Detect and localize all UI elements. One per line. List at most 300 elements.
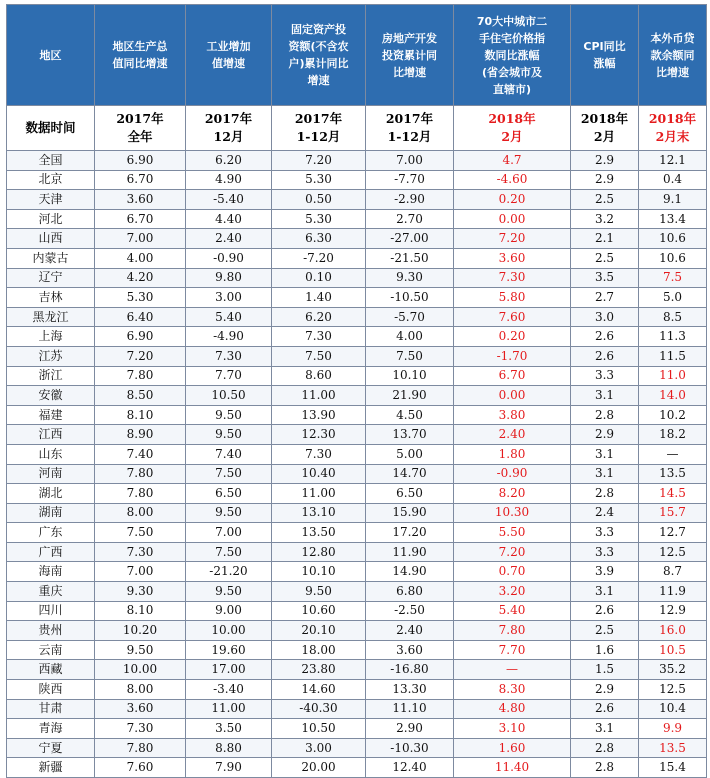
gdp-cell: 7.50 [95,523,186,543]
real-estate-cell: -10.30 [366,738,454,758]
data-period-row [7,106,707,151]
region-cell: 福建 [7,405,95,425]
industrial-cell: 2.40 [186,229,272,249]
region-cell: 河北 [7,209,95,229]
region-cell: 青海 [7,719,95,739]
industrial-cell: 3.00 [186,288,272,308]
loan-cell: 10.4 [639,699,707,719]
housing-price-cell: 1.80 [454,444,571,464]
housing-price-cell: 8.30 [454,680,571,700]
header-row [7,5,707,106]
gdp-cell: 3.60 [95,190,186,210]
housing-price-cell: 0.00 [454,386,571,406]
housing-price-cell: 4.7 [454,151,571,171]
gdp-cell: 4.00 [95,248,186,268]
real-estate-cell: 9.30 [366,268,454,288]
loan-cell: 13.4 [639,209,707,229]
real-estate-cell: -21.50 [366,248,454,268]
loan-cell: 14.5 [639,484,707,504]
cpi-cell: 3.3 [571,523,639,543]
real-estate-cell: 15.90 [366,503,454,523]
table-row [7,542,707,562]
cpi-cell: 3.2 [571,209,639,229]
gdp-cell: 8.50 [95,386,186,406]
loan-cell: 10.6 [639,229,707,249]
regional-economy-table-container [6,4,706,778]
housing-price-cell: 8.20 [454,484,571,504]
region-cell: 新疆 [7,758,95,778]
loan-cell: 5.0 [639,288,707,308]
region-cell: 山西 [7,229,95,249]
gdp-cell: 7.80 [95,464,186,484]
housing-price-cell: 0.20 [454,190,571,210]
industrial-cell: 7.40 [186,444,272,464]
loan-cell: 12.7 [639,523,707,543]
table-row [7,738,707,758]
industrial-cell: 4.90 [186,170,272,190]
loan-cell: 8.5 [639,307,707,327]
region-cell: 内蒙古 [7,248,95,268]
table-row [7,229,707,249]
real-estate-cell: 4.50 [366,405,454,425]
real-estate-cell: 11.10 [366,699,454,719]
fixed-asset-cell: 12.30 [272,425,366,445]
region-cell: 贵州 [7,621,95,641]
fixed-asset-cell: 6.30 [272,229,366,249]
real-estate-cell: -2.90 [366,190,454,210]
loan-cell: 11.9 [639,582,707,602]
gdp-cell: 10.20 [95,621,186,641]
header-region: 地区 [7,5,95,106]
table-row [7,425,707,445]
housing-price-cell: 7.20 [454,229,571,249]
housing-price-cell: 2.40 [454,425,571,445]
cpi-cell: 3.1 [571,386,639,406]
loan-cell: 12.9 [639,601,707,621]
fixed-asset-cell: 13.90 [272,405,366,425]
industrial-cell: 7.50 [186,464,272,484]
cpi-cell: 2.8 [571,758,639,778]
fixed-asset-cell: -7.20 [272,248,366,268]
cpi-cell: 2.6 [571,601,639,621]
cpi-cell: 2.1 [571,229,639,249]
industrial-cell: 7.50 [186,542,272,562]
fixed-asset-cell: 7.50 [272,346,366,366]
real-estate-cell: 2.90 [366,719,454,739]
cpi-cell: 3.1 [571,464,639,484]
region-cell: 江西 [7,425,95,445]
loan-cell: 13.5 [639,738,707,758]
industrial-cell: 7.90 [186,758,272,778]
real-estate-cell: 3.60 [366,640,454,660]
region-cell: 浙江 [7,366,95,386]
industrial-cell: 9.50 [186,503,272,523]
loan-cell: 12.1 [639,151,707,171]
housing-price-cell: 10.30 [454,503,571,523]
fixed-asset-cell: 8.60 [272,366,366,386]
region-cell: 山东 [7,444,95,464]
real-estate-cell: 2.70 [366,209,454,229]
cpi-cell: 3.5 [571,268,639,288]
fixed-asset-cell: 23.80 [272,660,366,680]
fixed-asset-cell: 10.40 [272,464,366,484]
gdp-cell: 7.80 [95,738,186,758]
table-row [7,503,707,523]
region-cell: 湖南 [7,503,95,523]
fixed-asset-cell: 13.10 [272,503,366,523]
housing-price-cell: 7.30 [454,268,571,288]
gdp-cell: 8.10 [95,405,186,425]
table-row [7,268,707,288]
fixed-asset-cell: 20.10 [272,621,366,641]
real-estate-cell: 11.90 [366,542,454,562]
table-body [7,106,707,778]
gdp-cell: 7.40 [95,444,186,464]
gdp-cell: 7.20 [95,346,186,366]
housing-price-cell: 7.60 [454,307,571,327]
period-real-estate: 2017年 1-12月 [366,106,454,151]
housing-price-cell: -1.70 [454,346,571,366]
region-cell: 辽宁 [7,268,95,288]
industrial-cell: 7.70 [186,366,272,386]
gdp-cell: 6.70 [95,209,186,229]
cpi-cell: 2.6 [571,327,639,347]
loan-cell: 14.0 [639,386,707,406]
table-row [7,366,707,386]
region-cell: 天津 [7,190,95,210]
industrial-cell: 10.50 [186,386,272,406]
table-row [7,386,707,406]
table-row [7,640,707,660]
loan-cell: — [639,444,707,464]
real-estate-cell: 6.80 [366,582,454,602]
fixed-asset-cell: 10.60 [272,601,366,621]
housing-price-cell: 3.80 [454,405,571,425]
industrial-cell: 9.80 [186,268,272,288]
gdp-cell: 4.20 [95,268,186,288]
fixed-asset-cell: 10.10 [272,562,366,582]
housing-price-cell: 7.80 [454,621,571,641]
table-row [7,444,707,464]
fixed-asset-cell: 11.00 [272,484,366,504]
table-row [7,523,707,543]
fixed-asset-cell: 0.10 [272,268,366,288]
industrial-cell: 11.00 [186,699,272,719]
table-row [7,248,707,268]
real-estate-cell: 5.00 [366,444,454,464]
region-cell: 上海 [7,327,95,347]
housing-price-cell: 4.80 [454,699,571,719]
gdp-cell: 3.60 [95,699,186,719]
housing-price-cell: 5.40 [454,601,571,621]
table-row [7,209,707,229]
cpi-cell: 2.9 [571,151,639,171]
fixed-asset-cell: 0.50 [272,190,366,210]
loan-cell: 10.5 [639,640,707,660]
fixed-asset-cell: 14.60 [272,680,366,700]
real-estate-cell: -7.70 [366,170,454,190]
gdp-cell: 7.60 [95,758,186,778]
header-real-estate-investment: 房地产开发 投资累计同 比增速 [366,5,454,106]
industrial-cell: 9.50 [186,405,272,425]
table-row [7,562,707,582]
header-industrial-growth: 工业增加 值增速 [186,5,272,106]
region-cell: 河南 [7,464,95,484]
real-estate-cell: 17.20 [366,523,454,543]
real-estate-cell: 10.10 [366,366,454,386]
fixed-asset-cell: 7.30 [272,327,366,347]
housing-price-cell: 3.60 [454,248,571,268]
gdp-cell: 6.70 [95,170,186,190]
housing-price-cell: 5.50 [454,523,571,543]
fixed-asset-cell: -40.30 [272,699,366,719]
region-cell: 全国 [7,151,95,171]
cpi-cell: 2.9 [571,425,639,445]
region-cell: 宁夏 [7,738,95,758]
fixed-asset-cell: 7.20 [272,151,366,171]
real-estate-cell: 7.00 [366,151,454,171]
real-estate-cell: 13.70 [366,425,454,445]
housing-price-cell: 0.00 [454,209,571,229]
loan-cell: 15.7 [639,503,707,523]
cpi-cell: 2.6 [571,699,639,719]
loan-cell: 35.2 [639,660,707,680]
loan-cell: 9.1 [639,190,707,210]
table-row [7,758,707,778]
period-label: 数据时间 [7,106,95,151]
loan-cell: 12.5 [639,542,707,562]
industrial-cell: -4.90 [186,327,272,347]
gdp-cell: 6.40 [95,307,186,327]
housing-price-cell: 0.70 [454,562,571,582]
period-fixed-asset: 2017年 1-12月 [272,106,366,151]
loan-cell: 8.7 [639,562,707,582]
housing-price-cell: -0.90 [454,464,571,484]
industrial-cell: 10.00 [186,621,272,641]
fixed-asset-cell: 10.50 [272,719,366,739]
cpi-cell: 2.5 [571,190,639,210]
real-estate-cell: 2.40 [366,621,454,641]
gdp-cell: 9.30 [95,582,186,602]
loan-cell: 12.5 [639,680,707,700]
real-estate-cell: -16.80 [366,660,454,680]
region-cell: 广西 [7,542,95,562]
loan-cell: 16.0 [639,621,707,641]
period-industrial: 2017年 12月 [186,106,272,151]
period-cpi: 2018年 2月 [571,106,639,151]
industrial-cell: -0.90 [186,248,272,268]
period-housing-price: 2018年 2月 [454,106,571,151]
housing-price-cell: -4.60 [454,170,571,190]
real-estate-cell: 13.30 [366,680,454,700]
loan-cell: 15.4 [639,758,707,778]
industrial-cell: 9.00 [186,601,272,621]
real-estate-cell: -10.50 [366,288,454,308]
loan-cell: 11.3 [639,327,707,347]
industrial-cell: 5.40 [186,307,272,327]
real-estate-cell: 14.90 [366,562,454,582]
gdp-cell: 8.00 [95,503,186,523]
industrial-cell: 7.30 [186,346,272,366]
gdp-cell: 7.00 [95,229,186,249]
gdp-cell: 7.30 [95,542,186,562]
gdp-cell: 10.00 [95,660,186,680]
period-loan: 2018年 2月末 [639,106,707,151]
industrial-cell: 3.50 [186,719,272,739]
gdp-cell: 7.80 [95,484,186,504]
fixed-asset-cell: 18.00 [272,640,366,660]
cpi-cell: 3.9 [571,562,639,582]
fixed-asset-cell: 13.50 [272,523,366,543]
housing-price-cell: 7.70 [454,640,571,660]
cpi-cell: 1.6 [571,640,639,660]
cpi-cell: 2.5 [571,621,639,641]
industrial-cell: 6.50 [186,484,272,504]
housing-price-cell: 3.10 [454,719,571,739]
cpi-cell: 3.1 [571,719,639,739]
industrial-cell: 6.20 [186,151,272,171]
table-row [7,719,707,739]
gdp-cell: 8.90 [95,425,186,445]
loan-cell: 10.2 [639,405,707,425]
region-cell: 广东 [7,523,95,543]
table-row [7,484,707,504]
header-cpi: CPI同比 涨幅 [571,5,639,106]
loan-cell: 18.2 [639,425,707,445]
table-row [7,621,707,641]
gdp-cell: 7.30 [95,719,186,739]
real-estate-cell: 12.40 [366,758,454,778]
table-row [7,699,707,719]
industrial-cell: 17.00 [186,660,272,680]
fixed-asset-cell: 5.30 [272,209,366,229]
loan-cell: 9.9 [639,719,707,739]
industrial-cell: -3.40 [186,680,272,700]
region-cell: 吉林 [7,288,95,308]
region-cell: 四川 [7,601,95,621]
industrial-cell: -21.20 [186,562,272,582]
industrial-cell: 8.80 [186,738,272,758]
table-row [7,601,707,621]
fixed-asset-cell: 3.00 [272,738,366,758]
cpi-cell: 2.6 [571,346,639,366]
housing-price-cell: 11.40 [454,758,571,778]
gdp-cell: 6.90 [95,327,186,347]
fixed-asset-cell: 6.20 [272,307,366,327]
table-row [7,151,707,171]
region-cell: 海南 [7,562,95,582]
industrial-cell: 9.50 [186,582,272,602]
regional-economy-table [6,4,707,778]
loan-cell: 0.4 [639,170,707,190]
period-gdp: 2017年 全年 [95,106,186,151]
real-estate-cell: 4.00 [366,327,454,347]
housing-price-cell: 0.20 [454,327,571,347]
cpi-cell: 2.5 [571,248,639,268]
loan-cell: 10.6 [639,248,707,268]
header-gdp-growth: 地区生产总 值同比增速 [95,5,186,106]
housing-price-cell: 1.60 [454,738,571,758]
header-loan-growth: 本外币贷 款余额同 比增速 [639,5,707,106]
cpi-cell: 2.9 [571,680,639,700]
cpi-cell: 2.8 [571,484,639,504]
table-row [7,190,707,210]
cpi-cell: 2.8 [571,405,639,425]
industrial-cell: 9.50 [186,425,272,445]
cpi-cell: 3.3 [571,542,639,562]
fixed-asset-cell: 9.50 [272,582,366,602]
region-cell: 江苏 [7,346,95,366]
real-estate-cell: -5.70 [366,307,454,327]
gdp-cell: 5.30 [95,288,186,308]
real-estate-cell: 21.90 [366,386,454,406]
cpi-cell: 2.8 [571,738,639,758]
region-cell: 重庆 [7,582,95,602]
region-cell: 安徽 [7,386,95,406]
gdp-cell: 9.50 [95,640,186,660]
real-estate-cell: 7.50 [366,346,454,366]
gdp-cell: 8.10 [95,601,186,621]
table-header [7,5,707,106]
table-row [7,405,707,425]
real-estate-cell: 6.50 [366,484,454,504]
industrial-cell: 7.00 [186,523,272,543]
region-cell: 黑龙江 [7,307,95,327]
region-cell: 甘肃 [7,699,95,719]
loan-cell: 7.5 [639,268,707,288]
table-row [7,660,707,680]
cpi-cell: 2.9 [571,170,639,190]
fixed-asset-cell: 5.30 [272,170,366,190]
gdp-cell: 7.00 [95,562,186,582]
loan-cell: 11.5 [639,346,707,366]
loan-cell: 11.0 [639,366,707,386]
housing-price-cell: 6.70 [454,366,571,386]
housing-price-cell: 7.20 [454,542,571,562]
real-estate-cell: 14.70 [366,464,454,484]
region-cell: 北京 [7,170,95,190]
table-row [7,582,707,602]
cpi-cell: 3.1 [571,582,639,602]
header-fixed-asset-investment: 固定资产投 资额(不含农 户)累计同比 增速 [272,5,366,106]
table-row [7,307,707,327]
fixed-asset-cell: 1.40 [272,288,366,308]
header-housing-price-index: 70大中城市二 手住宅价格指 数同比涨幅 (省会城市及 直辖市) [454,5,571,106]
table-row [7,464,707,484]
real-estate-cell: -27.00 [366,229,454,249]
table-row [7,346,707,366]
industrial-cell: 19.60 [186,640,272,660]
cpi-cell: 1.5 [571,660,639,680]
housing-price-cell: 3.20 [454,582,571,602]
industrial-cell: -5.40 [186,190,272,210]
housing-price-cell: 5.80 [454,288,571,308]
gdp-cell: 8.00 [95,680,186,700]
region-cell: 湖北 [7,484,95,504]
gdp-cell: 7.80 [95,366,186,386]
fixed-asset-cell: 7.30 [272,444,366,464]
loan-cell: 13.5 [639,464,707,484]
cpi-cell: 2.7 [571,288,639,308]
cpi-cell: 3.0 [571,307,639,327]
industrial-cell: 4.40 [186,209,272,229]
table-row [7,327,707,347]
housing-price-cell: — [454,660,571,680]
region-cell: 云南 [7,640,95,660]
fixed-asset-cell: 12.80 [272,542,366,562]
region-cell: 陕西 [7,680,95,700]
fixed-asset-cell: 20.00 [272,758,366,778]
